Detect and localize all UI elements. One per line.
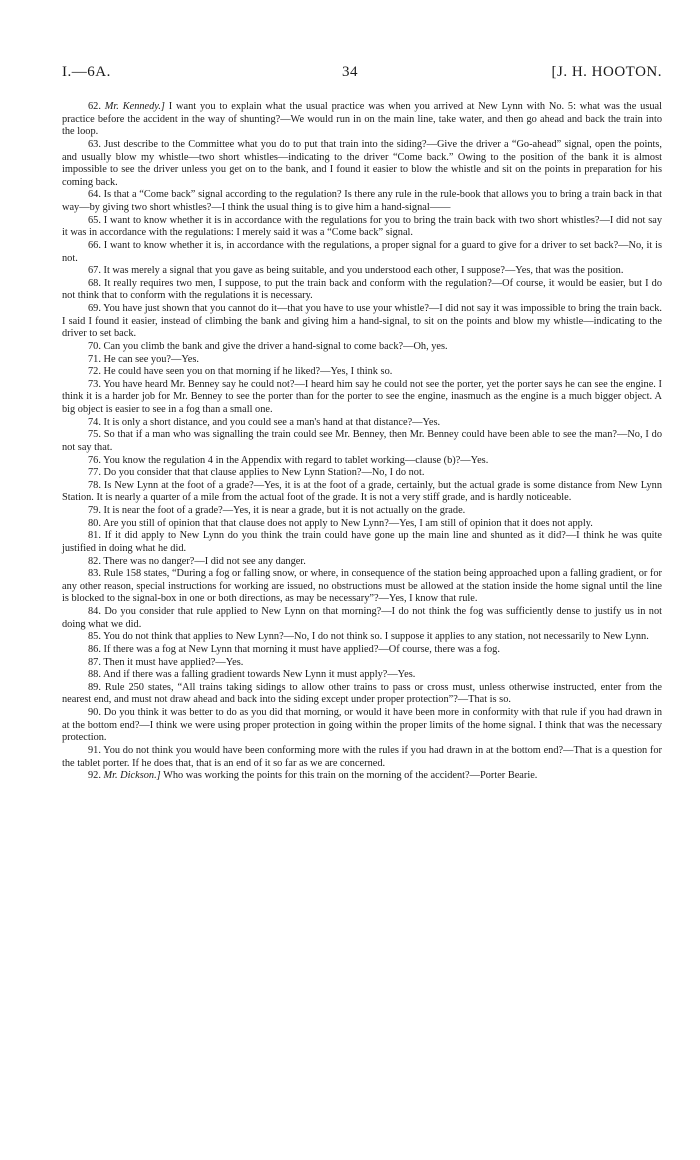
transcript-paragraph: 80. Are you still of opinion that that clause does not apply to New Lynn?—Yes, I am still of opinion that it does not apply. — [88, 517, 593, 529]
transcript-paragraph: 86. If there was a fog at New Lynn that morning it must have applied?—Of course, there was a fog. — [88, 643, 500, 655]
speaker-name: Mr. Dickson.] — [103, 770, 161, 782]
transcript-paragraph: 70. Can you climb the bank and give the driver a hand-signal to come back?—Oh, yes. — [88, 340, 448, 352]
transcript-paragraph: 88. And if there was a falling gradient towards New Lynn it must apply?—Yes. — [88, 669, 416, 681]
transcript-paragraph: 78. Is New Lynn at the foot of a grade?—Yes, it is at the foot of a grade, certainly, but the actual grade is some distance from New Lynn Station. It is nearly a quarter of a mile from the actual foot of the grade. It is not a very stiff grade, and is hardly noticeable. — [62, 479, 662, 504]
transcript-paragraph: 72. He could have seen you on that morning if he liked?—Yes, I think so. — [88, 366, 393, 378]
transcript-paragraph: 75. So that if a man who was signalling the train could see Mr. Benney, then Mr. Benney could have been able to see the man?—No, I do not say that. — [62, 429, 662, 453]
transcript-paragraph: 83. Rule 158 states, “During a fog or falling snow, or where, in consequence of the station being approached upon a falling gradient, or for any other reason, special instructions for working are issued, no obstructions must be allowed at the station inside the home signal until the line is blocked to the signal-box in one or both directions, as may be necessary”?—Yes, I know that rule. — [62, 568, 662, 605]
transcript-paragraph: 85. You do not think that applies to New Lynn?—No, I do not think so. I suppose it applies to any station, not necessarily to New Lynn. — [88, 631, 649, 643]
transcript-paragraph: 84. Do you consider that rule applied to New Lynn on that morning?—I do not think the fog was sufficiently dense to justify us in not doing what we did. — [62, 606, 662, 630]
transcript-paragraph: 90. Do you think it was better to do as you did that morning, or would it have been more in conformity with that rule if you had drawn in at the bottom end?—I think we were using proper protection in going within the proper limits of the home signal. I think that was the necessary protection. — [62, 707, 662, 744]
transcript-paragraph: 81. If it did apply to New Lynn do you think the train could have gone up the main line and shunted as it did?—I think he was quite justified in doing what he did. — [62, 530, 662, 554]
transcript-paragraph: 91. You do not think you would have been conforming more with the rules if you had drawn in at the bottom end?—That is a question for the tablet porter. If he does that, that is an end of it so far as we are concerned. — [62, 744, 662, 769]
page-header — [62, 64, 662, 81]
transcript-paragraph: 76. You know the regulation 4 in the Appendix with regard to tablet working—clause (b)?—Yes. — [88, 454, 489, 466]
transcript-paragraph: 64. Is that a “Come back” signal according to the regulation? Is there any rule in the rule-book that allows you to bring a train back in that way—by giving two short whistles?—I think the usual thing is to give him a hand-signal—— — [62, 189, 662, 213]
transcript-paragraph: 77. Do you consider that that clause applies to New Lynn Station?—No, I do not. — [88, 467, 425, 479]
transcript-paragraph: 89. Rule 250 states, “All trains taking sidings to allow other trains to pass or cross must, unless otherwise instructed, enter from the nearest end, and must not draw ahead and back into the siding except under proper protection”?—That is so. — [62, 681, 662, 706]
transcript-body — [62, 101, 662, 783]
transcript-paragraph: 65. I want to know whether it is in accordance with the regulations for you to bring the train back with two short whistles?—I did not say it was in accordance with the regulations: I merely said it was a “Come back” signal. — [62, 214, 662, 239]
transcript-paragraph: 71. He can see you?—Yes. — [88, 353, 199, 365]
transcript-paragraph: 69. You have just shown that you cannot do it—that you have to use your whistle?—I did not say it was impossible to bring the train back. I said I found it easier, instead of climbing the bank and giving him a hand-signal, to sit on the points and blow my whistle—indicating to the driver to set back. — [62, 303, 662, 340]
speaker-name: Mr. Kennedy.] — [104, 101, 165, 112]
transcript-paragraph: 92. Mr. Dickson.] Who was working the points for this train on the morning of the accident?—Porter Bearie. — [88, 770, 538, 782]
parliamentary-paper-reference: I.—6A. — [62, 64, 111, 80]
transcript-paragraph: 87. Then it must have applied?—Yes. — [88, 656, 244, 668]
transcript-paragraph: 62. Mr. Kennedy.] I want you to explain what the usual practice was when you arrived at New Lynn with No. 5: what was the usual practice before the accident in the way of shunting?—We would run in on the main line, take water, and then go ahead and back the train into the loop. — [62, 101, 662, 138]
transcript-paragraph: 66. I want to know whether it is, in accordance with the regulations, a proper signal for a guard to give for a driver to set back?—No, it is not. — [62, 239, 662, 264]
transcript-paragraph: 67. It was merely a signal that you gave as being suitable, and you understood each other, I suppose?—Yes, that was the position. — [88, 265, 624, 277]
transcript-paragraph: 82. There was no danger?—I did not see any danger. — [88, 555, 306, 567]
transcript-paragraph: 74. It is only a short distance, and you could see a man's hand at that distance?—Yes. — [88, 416, 441, 428]
transcript-paragraph: 63. Just describe to the Committee what you do to put that train into the siding?—Give the driver a “Go-ahead” signal, open the points, and usually blow my whistle—two short whistles—indicating to the driver “Come back.” Owing to the position of the bank it is almost impossible to see the driver unless you get on to the bank, and I found it easier to blow the whistle and sit on the points in preparation for his coming back. — [62, 138, 662, 188]
transcript-paragraph: 73. You have heard Mr. Benney say he could not?—I heard him say he could not see the porter, yet the porter says he can see the engine. I think it is a harder job for Mr. Benney to see the porter than for the porter to see the engine, inasmuch as the engine is a much bigger object. A big object is easier to see in a fog than a small one. — [62, 378, 662, 415]
page-number: 34 — [342, 64, 358, 80]
transcript-paragraph: 79. It is near the foot of a grade?—Yes, it is near a grade, but it is not actually on the grade. — [88, 505, 466, 516]
transcript-paragraph: 68. It really requires two men, I suppose, to put the train back and conform with the regulation?—Of course, it would be easier, but I do not think that to conform with the regulations it is necessary. — [62, 277, 662, 302]
witness-name: [J. H. HOOTON. — [551, 64, 662, 80]
